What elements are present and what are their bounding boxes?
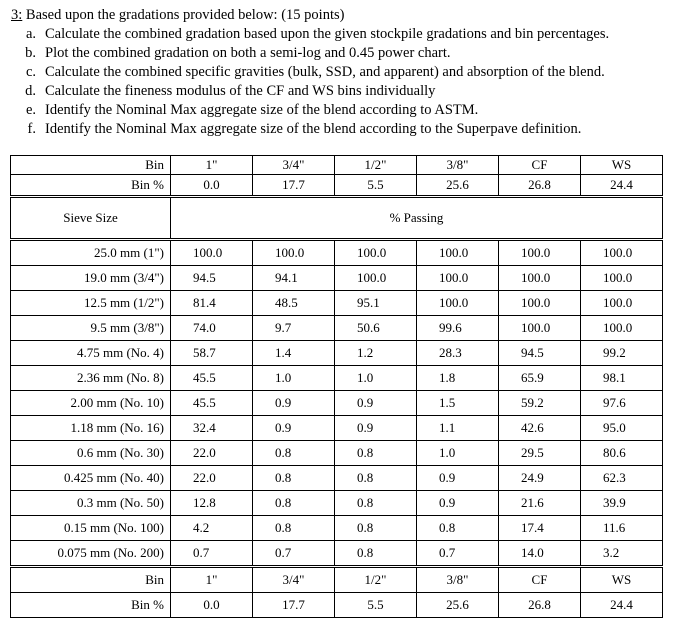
percent-passing-cell: 9.7 bbox=[253, 316, 335, 341]
percent-passing-cell: 74.0 bbox=[171, 316, 253, 341]
percent-passing-cell: 39.9 bbox=[581, 491, 663, 516]
percent-passing-cell: 0.8 bbox=[417, 516, 499, 541]
question-part bbox=[11, 44, 699, 63]
percent-passing-cell: 0.8 bbox=[335, 516, 417, 541]
percent-passing-cell: 1.0 bbox=[335, 366, 417, 391]
bin-percent-cell: 25.6 bbox=[417, 175, 499, 197]
percent-passing-cell: 100.0 bbox=[335, 266, 417, 291]
sieve-size-label: 0.425 mm (No. 40) bbox=[11, 466, 171, 491]
percent-passing-cell: 100.0 bbox=[417, 240, 499, 266]
percent-passing-cell: 0.8 bbox=[335, 441, 417, 466]
percent-passing-cell: 17.4 bbox=[499, 516, 581, 541]
question-part-text: Calculate the combined gradation based upon the given stockpile gradations and bin percentages. bbox=[45, 26, 610, 42]
question-part bbox=[11, 63, 699, 82]
percent-passing-cell: 1.4 bbox=[253, 341, 335, 366]
bin-percent-label: Bin % bbox=[11, 175, 171, 197]
percent-passing-cell: 100.0 bbox=[171, 240, 253, 266]
percent-passing-cell: 99.6 bbox=[417, 316, 499, 341]
percent-passing-cell: 0.9 bbox=[417, 466, 499, 491]
bin-percent-footer-cell: 25.6 bbox=[417, 593, 499, 618]
bin-percent-cell: 24.4 bbox=[581, 175, 663, 197]
percent-passing-cell: 0.7 bbox=[171, 541, 253, 567]
percent-passing-cell: 100.0 bbox=[335, 240, 417, 266]
percent-passing-cell: 3.2 bbox=[581, 541, 663, 567]
percent-passing-cell: 1.5 bbox=[417, 391, 499, 416]
percent-passing-cell: 0.9 bbox=[335, 391, 417, 416]
bin-percent-footer-cell: 26.8 bbox=[499, 593, 581, 618]
sieve-row bbox=[11, 516, 663, 541]
bin-footer-cell: 3/8" bbox=[417, 567, 499, 593]
gradation-table-body bbox=[11, 156, 663, 618]
question-part bbox=[11, 101, 699, 120]
percent-passing-cell: 0.7 bbox=[253, 541, 335, 567]
percent-passing-cell: 97.6 bbox=[581, 391, 663, 416]
bin-footer-cell: 3/4" bbox=[253, 567, 335, 593]
question-part-text: Identify the Nominal Max aggregate size of the blend according to ASTM. bbox=[45, 102, 479, 118]
sieve-row bbox=[11, 266, 663, 291]
question-part-text: Plot the combined gradation on both a semi-log and 0.45 power chart. bbox=[45, 45, 451, 61]
percent-passing-cell: 100.0 bbox=[417, 291, 499, 316]
sieve-row bbox=[11, 316, 663, 341]
bin-name-cell: 1/2" bbox=[335, 156, 417, 175]
percent-passing-cell: 32.4 bbox=[171, 416, 253, 441]
percent-passing-cell: 1.0 bbox=[253, 366, 335, 391]
bin-footer-cell: 1" bbox=[171, 567, 253, 593]
percent-passing-cell: 28.3 bbox=[417, 341, 499, 366]
sieve-size-label: 0.15 mm (No. 100) bbox=[11, 516, 171, 541]
percent-passing-cell: 1.8 bbox=[417, 366, 499, 391]
question-part-letter: b. bbox=[25, 45, 36, 61]
percent-passing-cell: 0.9 bbox=[253, 391, 335, 416]
percent-passing-cell: 100.0 bbox=[581, 266, 663, 291]
bin-footer-cell: 1/2" bbox=[335, 567, 417, 593]
percent-passing-cell: 21.6 bbox=[499, 491, 581, 516]
sieve-row bbox=[11, 441, 663, 466]
question-number: 3: bbox=[11, 7, 23, 23]
bin-footer-cell: CF bbox=[499, 567, 581, 593]
percent-passing-cell: 22.0 bbox=[171, 441, 253, 466]
sieve-row bbox=[11, 466, 663, 491]
question-part bbox=[11, 82, 699, 101]
percent-passing-cell: 100.0 bbox=[499, 316, 581, 341]
percent-passing-cell: 94.5 bbox=[171, 266, 253, 291]
bin-footer-label: Bin bbox=[11, 567, 171, 593]
sieve-row bbox=[11, 416, 663, 441]
question-title-text: Based upon the gradations provided below: (15 points) bbox=[22, 7, 345, 23]
percent-passing-cell: 80.6 bbox=[581, 441, 663, 466]
percent-passing-cell: 48.5 bbox=[253, 291, 335, 316]
percent-passing-cell: 58.7 bbox=[171, 341, 253, 366]
sieve-size-label: 1.18 mm (No. 16) bbox=[11, 416, 171, 441]
percent-passing-cell: 100.0 bbox=[581, 240, 663, 266]
sieve-row bbox=[11, 240, 663, 266]
percent-passing-cell: 0.8 bbox=[335, 466, 417, 491]
sieve-row bbox=[11, 366, 663, 391]
percent-passing-cell: 1.0 bbox=[417, 441, 499, 466]
bin-percent-footer-cell: 17.7 bbox=[253, 593, 335, 618]
percent-passing-header: % Passing bbox=[171, 197, 663, 240]
percent-passing-cell: 65.9 bbox=[499, 366, 581, 391]
sieve-size-label: 19.0 mm (3/4") bbox=[11, 266, 171, 291]
bin-percent-footer-row bbox=[11, 593, 663, 618]
sieve-row bbox=[11, 491, 663, 516]
bin-name-cell: 1" bbox=[171, 156, 253, 175]
bin-name-cell: WS bbox=[581, 156, 663, 175]
question-part-text: Identify the Nominal Max aggregate size of the blend according to the Superpave definition. bbox=[45, 121, 582, 137]
bin-percent-footer-cell: 0.0 bbox=[171, 593, 253, 618]
question-title bbox=[11, 6, 699, 25]
bin-percent-footer-cell: 24.4 bbox=[581, 593, 663, 618]
percent-passing-cell: 100.0 bbox=[499, 266, 581, 291]
sieve-size-label: 0.6 mm (No. 30) bbox=[11, 441, 171, 466]
percent-passing-cell: 45.5 bbox=[171, 366, 253, 391]
sieve-size-label: 0.075 mm (No. 200) bbox=[11, 541, 171, 567]
percent-passing-cell: 11.6 bbox=[581, 516, 663, 541]
bin-percent-footer-label: Bin % bbox=[11, 593, 171, 618]
percent-passing-cell: 0.9 bbox=[335, 416, 417, 441]
percent-passing-cell: 0.8 bbox=[335, 541, 417, 567]
question-part-letter: e. bbox=[25, 102, 36, 118]
sieve-size-label: 2.00 mm (No. 10) bbox=[11, 391, 171, 416]
question-part-letter: d. bbox=[25, 83, 36, 99]
percent-passing-cell: 1.2 bbox=[335, 341, 417, 366]
sieve-size-header: Sieve Size bbox=[11, 197, 171, 240]
question-part-letter: a. bbox=[25, 26, 36, 42]
bin-label: Bin bbox=[11, 156, 171, 175]
bin-percent-cell: 0.0 bbox=[171, 175, 253, 197]
percent-passing-cell: 100.0 bbox=[581, 316, 663, 341]
percent-passing-cell: 0.8 bbox=[253, 516, 335, 541]
percent-passing-cell: 100.0 bbox=[581, 291, 663, 316]
percent-passing-cell: 94.1 bbox=[253, 266, 335, 291]
question-part-text: Calculate the fineness modulus of the CF and WS bins individually bbox=[45, 83, 436, 99]
sieve-size-label: 0.3 mm (No. 50) bbox=[11, 491, 171, 516]
question-parts-list bbox=[11, 25, 699, 139]
percent-passing-cell: 0.8 bbox=[253, 466, 335, 491]
percent-passing-cell: 0.7 bbox=[417, 541, 499, 567]
percent-passing-cell: 59.2 bbox=[499, 391, 581, 416]
percent-passing-cell: 24.9 bbox=[499, 466, 581, 491]
sieve-row bbox=[11, 391, 663, 416]
bin-percent-row bbox=[11, 175, 663, 197]
sieve-size-label: 2.36 mm (No. 8) bbox=[11, 366, 171, 391]
sieve-size-label: 25.0 mm (1") bbox=[11, 240, 171, 266]
percent-passing-cell: 12.8 bbox=[171, 491, 253, 516]
bin-name-cell: 3/4" bbox=[253, 156, 335, 175]
sieve-row bbox=[11, 541, 663, 567]
bin-percent-cell: 5.5 bbox=[335, 175, 417, 197]
bin-footer-row bbox=[11, 567, 663, 593]
percent-passing-cell: 100.0 bbox=[499, 240, 581, 266]
percent-passing-cell: 4.2 bbox=[171, 516, 253, 541]
sieve-row bbox=[11, 291, 663, 316]
bin-percent-cell: 17.7 bbox=[253, 175, 335, 197]
sieve-row bbox=[11, 341, 663, 366]
percent-passing-cell: 95.0 bbox=[581, 416, 663, 441]
bin-row bbox=[11, 156, 663, 175]
percent-passing-cell: 0.8 bbox=[335, 491, 417, 516]
percent-passing-cell: 94.5 bbox=[499, 341, 581, 366]
bin-percent-cell: 26.8 bbox=[499, 175, 581, 197]
percent-passing-cell: 98.1 bbox=[581, 366, 663, 391]
percent-passing-cell: 14.0 bbox=[499, 541, 581, 567]
bin-name-cell: CF bbox=[499, 156, 581, 175]
percent-passing-cell: 50.6 bbox=[335, 316, 417, 341]
question-part-letter: c. bbox=[25, 64, 36, 80]
percent-passing-cell: 81.4 bbox=[171, 291, 253, 316]
percent-passing-cell: 100.0 bbox=[499, 291, 581, 316]
percent-passing-cell: 42.6 bbox=[499, 416, 581, 441]
sieve-size-label: 9.5 mm (3/8") bbox=[11, 316, 171, 341]
percent-passing-cell: 45.5 bbox=[171, 391, 253, 416]
percent-passing-cell: 99.2 bbox=[581, 341, 663, 366]
percent-passing-cell: 0.9 bbox=[417, 491, 499, 516]
bin-percent-footer-cell: 5.5 bbox=[335, 593, 417, 618]
question-part-text: Calculate the combined specific gravities (bulk, SSD, and apparent) and absorption of the blend. bbox=[45, 64, 605, 80]
sieve-size-label: 12.5 mm (1/2") bbox=[11, 291, 171, 316]
percent-passing-cell: 100.0 bbox=[417, 266, 499, 291]
percent-passing-cell: 29.5 bbox=[499, 441, 581, 466]
question-part bbox=[11, 25, 699, 44]
percent-passing-cell: 1.1 bbox=[417, 416, 499, 441]
percent-passing-cell: 62.3 bbox=[581, 466, 663, 491]
percent-passing-cell: 0.9 bbox=[253, 416, 335, 441]
percent-passing-cell: 0.8 bbox=[253, 491, 335, 516]
percent-passing-cell: 0.8 bbox=[253, 441, 335, 466]
percent-passing-cell: 100.0 bbox=[253, 240, 335, 266]
question-block bbox=[11, 6, 699, 139]
sieve-size-label: 4.75 mm (No. 4) bbox=[11, 341, 171, 366]
gradation-table bbox=[10, 155, 663, 618]
bin-name-cell: 3/8" bbox=[417, 156, 499, 175]
percent-passing-cell: 95.1 bbox=[335, 291, 417, 316]
question-part-letter: f. bbox=[27, 121, 36, 137]
percent-passing-cell: 22.0 bbox=[171, 466, 253, 491]
question-part bbox=[11, 120, 699, 139]
section-header-row bbox=[11, 197, 663, 240]
bin-footer-cell: WS bbox=[581, 567, 663, 593]
